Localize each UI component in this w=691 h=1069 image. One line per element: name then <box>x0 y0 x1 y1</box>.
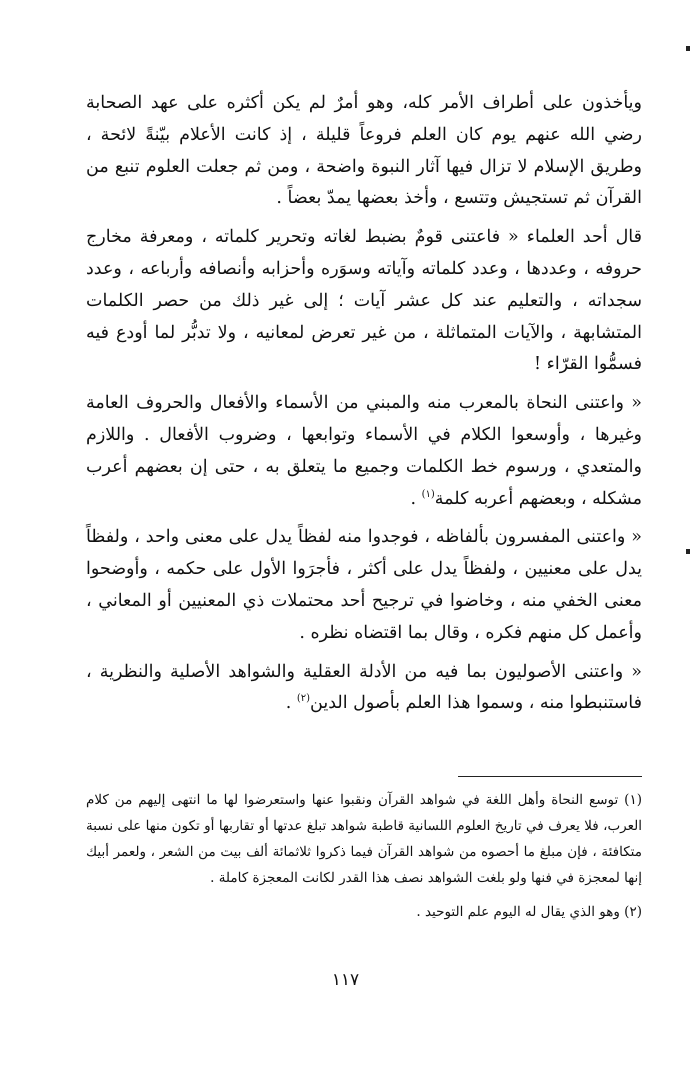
footnote-ref[interactable]: (١) <box>421 488 435 500</box>
edge-mark <box>686 46 690 51</box>
paragraph <box>86 388 642 515</box>
page-number: ١١٧ <box>331 970 360 990</box>
paragraph <box>86 657 642 721</box>
main-text <box>86 88 642 720</box>
sentence-end: . <box>410 488 422 509</box>
paragraph: « واعتنى المفسرون بألفاظه ، فوجدوا منه لفظاً يدل على معنى واحد ، ولفظاً يدل على معنيين ، ولفظاً يدل على أكثر ، فأجرَوا الأول على حكمه ، وأوضحوا معنى الخفي منه ، وخاضوا في ترجيح أحد محتملات ذي المعنيين أو المعاني ، وأعمل كل منهم فكره ، وقال بما اقتضاه نظره . <box>86 527 642 643</box>
paragraph: قال أحد العلماء « فاعتنى قومٌ بضبط لغاته وتحرير كلماته ، ومعرفة مخارج حروفه ، وعددها ، وعدد كلماته وآياته وسوَره وأحزابه وأنصافه وأرباعه ، وعدد سجداته ، والتعليم عند كل عشر آيات ؛ إلى غير ذلك من حصر الكلمات المتشابهة ، والآيات المتماثلة ، من غير تعرض لمعانيه ، ولا تدبُّر لما أودع فيه فسمُّوا القرّاء ! <box>86 227 642 375</box>
paragraph: ويأخذون على أطراف الأمر كله، وهو أمرٌ لم يكن أكثره على عهد الصحابة رضي الله عنهم يوم كان العلم فروعاً قليلة ، إذ كانت الأعلام بيّنةً لائحة ، وطريق الإسلام لا تزال فيها آثار النبوة واضحة ، ومن ثم جعلت العلوم تنبع من القرآن ثم تستجيش وتتسع ، وأخذ بعضها يمدّ بعضاً . <box>86 93 642 209</box>
paragraph-text: « واعتنى النحاة بالمعرب منه والمبني من الأسماء والأفعال والحروف العامة وغيرها ، وأوسعوا الكلام في الأسماء وتوابعها ، وضروب الأفعال . واللازم والمتعدي ، ورسوم خط الكلمات وجميع ما يتعلق به ، حتى إن بعضهم أعرب مشكله ، وبعضهم أعربه كلمة <box>86 393 642 509</box>
edge-mark <box>686 549 690 554</box>
footnote-ref[interactable]: (٢) <box>296 693 311 705</box>
footnote: (١) توسع النحاة وأهل اللغة في شواهد القرآن ونقبوا عنها واستعرضوا لها ما انتهى إليهم من كلام العرب، فلا يعرف في تاريخ العلوم اللسانية قاطبة شواهد تبلغ عدتها أو تقاربها أو تكون منها على نسبة متكافئة ، فإن مبلغ ما أحصوه من شواهد القرآن فيما ذكروا ثلاثمائة ألف بيت من الشعر ، ولعمر أبيك إنها لمعجزة في فنها ولو بلغت الشواهد نصف هذا القدر لكانت المعجزة كاملة . <box>86 792 642 886</box>
footnote-divider <box>458 776 642 777</box>
footnote: (٢) وهو الذي يقال له اليوم علم التوحيد . <box>416 904 642 920</box>
footnotes <box>86 787 642 925</box>
sentence-end: . <box>285 693 297 714</box>
paragraph-text: « واعتنى الأصوليون بما فيه من الأدلة العقلية والشواهد الأصلية والنظرية ، فاستنبطوا منه ، وسموا هذا العلم بأصول الدين <box>86 661 642 714</box>
